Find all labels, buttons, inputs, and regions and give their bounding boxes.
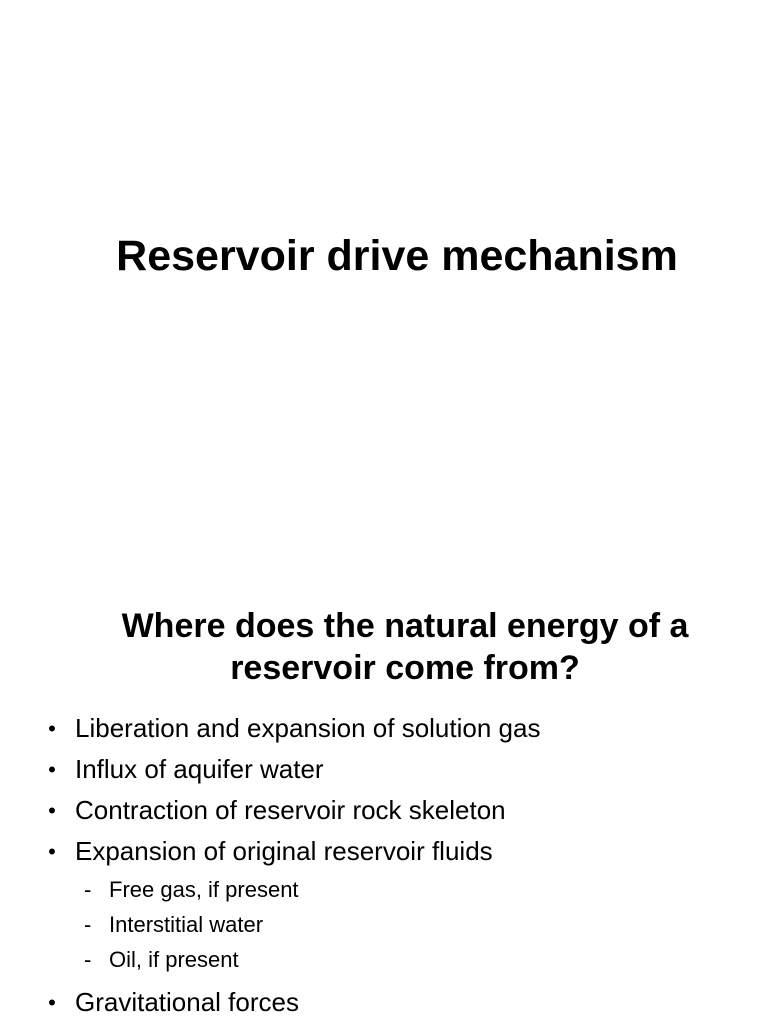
section-heading-line-1: Where does the natural energy of a (121, 607, 689, 645)
list-item (0, 790, 768, 831)
sub-list-item-label: Oil, if present (109, 947, 239, 972)
section-heading (40, 605, 768, 689)
sub-list-container (0, 872, 768, 977)
bullet-icon: • (48, 798, 56, 823)
list-item (0, 982, 768, 1023)
bullet-icon: • (48, 757, 56, 782)
energy-sources-list (0, 708, 768, 1023)
sub-list-item (0, 942, 768, 977)
slide-title: Reservoir drive mechanism (116, 232, 678, 280)
list-item-label: Liberation and expansion of solution gas (75, 713, 541, 743)
list-item (0, 831, 768, 872)
list-item-label: Expansion of original reservoir fluids (75, 836, 493, 866)
bullet-icon: • (48, 839, 56, 864)
list-item-label: Contraction of reservoir rock skeleton (75, 795, 506, 825)
dash-icon: - (84, 912, 92, 937)
list-item-label: Influx of aquifer water (75, 754, 324, 784)
sub-list-item (0, 872, 768, 907)
dash-icon: - (84, 877, 92, 902)
sub-list-item (0, 907, 768, 942)
sub-list-item-label: Interstitial water (109, 912, 264, 937)
bullet-icon: • (48, 716, 56, 741)
bullet-icon: • (48, 990, 56, 1015)
dash-icon: - (84, 947, 92, 972)
list-item-label: Gravitational forces (75, 987, 299, 1017)
sub-list-item-label: Free gas, if present (109, 877, 299, 902)
section-heading-line-2: reservoir come from? (230, 649, 580, 687)
original-fluids-sub-list (0, 872, 768, 977)
list-item (0, 708, 768, 749)
list-item (0, 749, 768, 790)
